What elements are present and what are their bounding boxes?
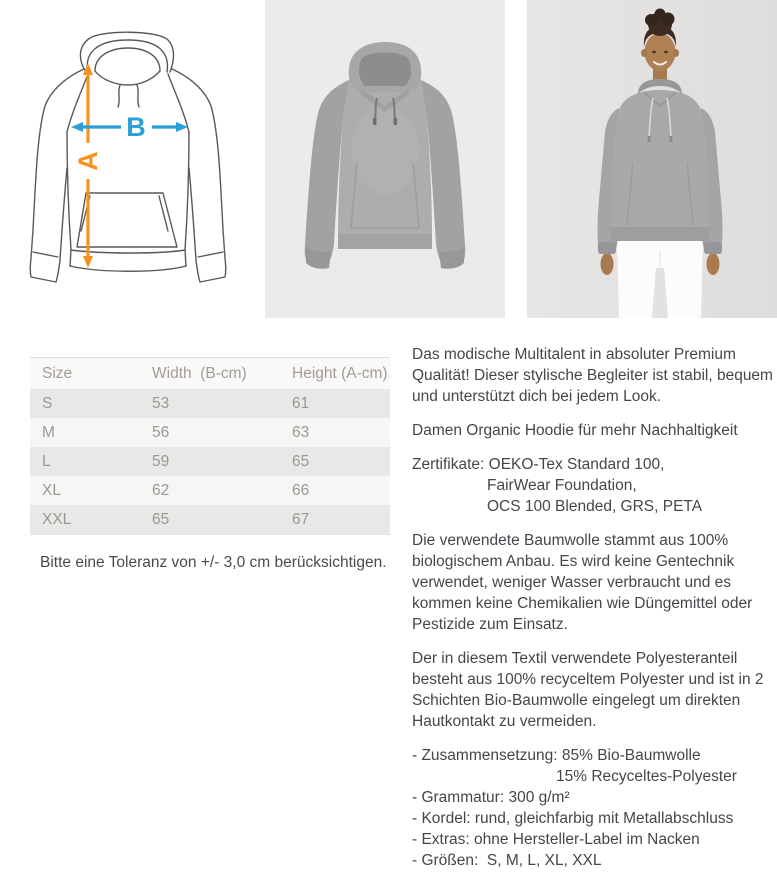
width-cell: 53 — [140, 389, 280, 418]
certificates-line-3: OCS 100 Blended, GRS, PETA — [487, 498, 703, 515]
certificates-line-1: Zertifikate: OEKO-Tex Standard 100, — [412, 456, 665, 473]
cotton-paragraph: Die verwendete Baumwolle stammt aus 100% biologischem Anbau. Es wird keine Gentechnik verwendet, weniger Wasser verbraucht und es kommen keine Chemikalien wie Düngemittel oder Pestizide zum Einsatz. — [412, 532, 753, 633]
spec-line-extras: - Extras: ohne Hersteller-Label im Nacken — [412, 831, 700, 848]
width-label-b: B — [126, 112, 146, 142]
model-photo — [527, 0, 777, 318]
height-cell: 65 — [280, 447, 390, 476]
spec-line-grammage: - Grammatur: 300 g/m² — [412, 789, 570, 806]
spec-line-cord: - Kordel: rund, gleichfarbig mit Metallabschluss — [412, 810, 734, 827]
size-row-s — [30, 389, 390, 418]
height-cell: 66 — [280, 476, 390, 505]
height-cell: 61 — [280, 389, 390, 418]
spec-line-composition: - Zusammensetzung: 85% Bio-Baumwolle — [412, 747, 701, 764]
column-header-width: Width (B-cm) — [140, 358, 280, 390]
column-header-size: Size — [30, 358, 140, 390]
size-chart-header-row — [30, 358, 390, 390]
size-cell: XXL — [30, 505, 140, 535]
spec-line-sizes: - Größen: S, M, L, XL, XXL — [412, 852, 602, 869]
width-cell: 56 — [140, 418, 280, 447]
specs-list — [412, 745, 774, 871]
size-cell: XL — [30, 476, 140, 505]
measurement-diagram-image — [0, 0, 260, 320]
description-intro: Das modische Multitalent in absoluter Premium Qualität! Dieser stylische Begleiter ist stabil, bequem und unterstützt dich bei jedem Look. — [412, 346, 773, 405]
size-cell: L — [30, 447, 140, 476]
width-cell: 65 — [140, 505, 280, 535]
width-cell: 62 — [140, 476, 280, 505]
size-row-m — [30, 418, 390, 447]
product-description — [412, 344, 774, 871]
flat-hoodie-photo-graphic — [265, 0, 505, 318]
description-subtitle: Damen Organic Hoodie für mehr Nachhaltigkeit — [412, 422, 738, 439]
certificates-line-2: FairWear Foundation, — [487, 477, 637, 494]
tolerance-note: Bitte eine Toleranz von +/- 3,0 cm berücksichtigen. — [40, 554, 387, 571]
polyester-paragraph: Der in diesem Textil verwendete Polyesteranteil besteht aus 100% recyceltem Polyester und ist in 2 Schichten Bio-Baumwolle eingelegt um direkten Hautkontakt zu vermeiden. — [412, 650, 764, 730]
size-row-xl — [30, 476, 390, 505]
size-row-l — [30, 447, 390, 476]
size-row-xxl — [30, 505, 390, 535]
height-cell: 67 — [280, 505, 390, 535]
size-chart-table — [30, 357, 390, 535]
certificates-block — [412, 454, 774, 517]
model-wearing-hoodie-graphic — [527, 0, 777, 318]
height-label-a: A — [73, 151, 103, 171]
hoodie-outline-drawing — [0, 0, 260, 320]
column-header-height: Height (A-cm) — [280, 358, 390, 390]
product-photo — [265, 0, 505, 318]
spec-line-composition-2: 15% Recyceltes-Polyester — [556, 768, 737, 785]
width-cell: 59 — [140, 447, 280, 476]
size-cell: S — [30, 389, 140, 418]
size-cell: M — [30, 418, 140, 447]
height-cell: 63 — [280, 418, 390, 447]
